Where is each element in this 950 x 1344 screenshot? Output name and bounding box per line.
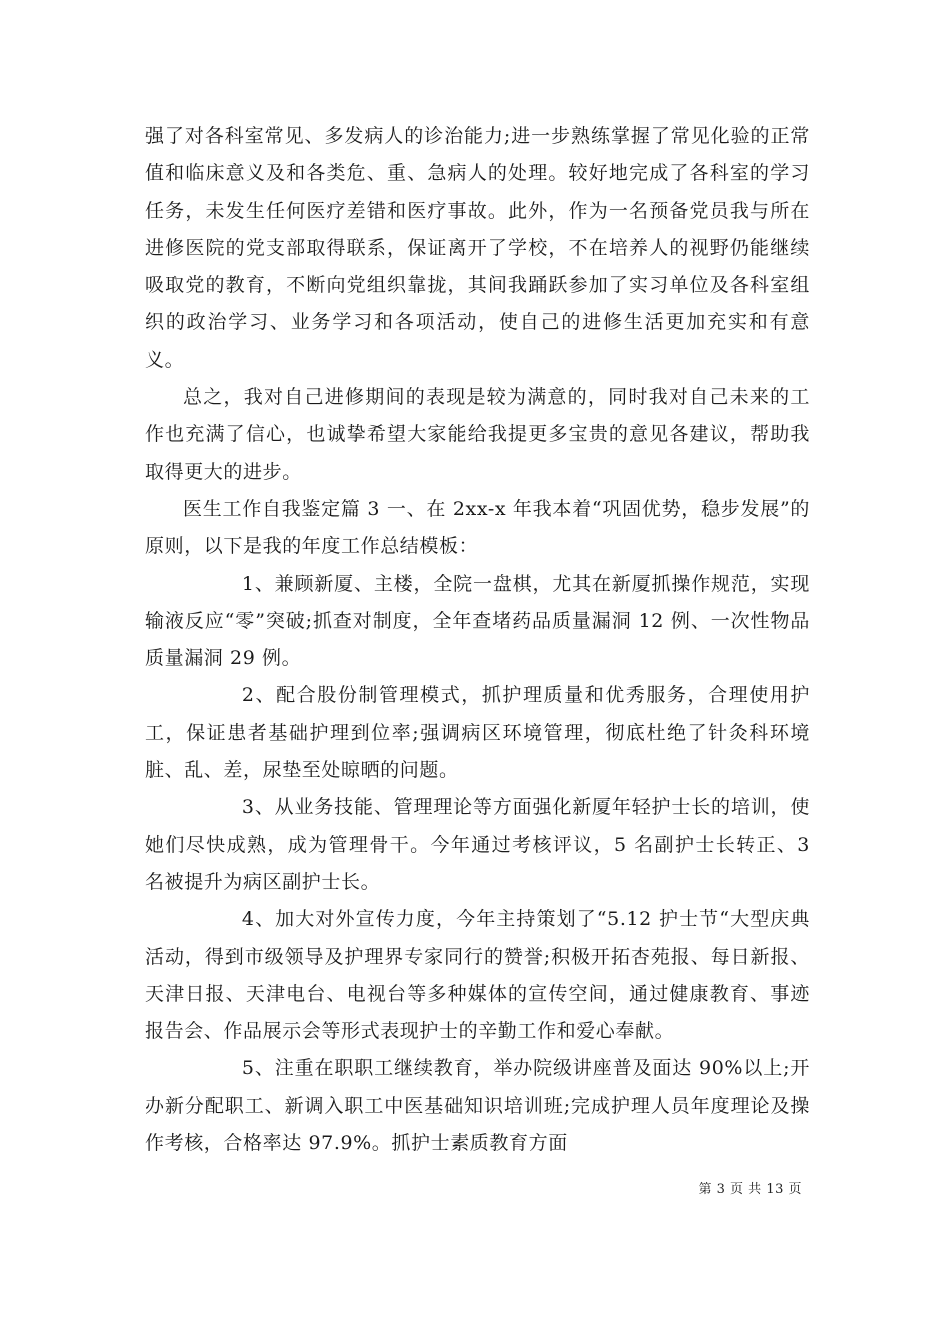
- list-item-3: 3、从业务技能、管理理论等方面强化新厦年轻护士长的培训，使她们尽快成熟，成为管理骨干。今年通过考核评议，5 名副护士长转正、3 名被提升为病区副护士长。: [145, 796, 810, 893]
- page-number-footer: 第 3 页 共 13 页: [698, 1182, 802, 1197]
- paragraph-section-heading: 医生工作自我鉴定篇 3 一、在 2xx-x 年我本着“巩固优势，稳步发展”的原则，以下是我的年度工作总结模板：: [145, 497, 810, 558]
- list-item-1: 1、兼顾新厦、主楼，全院一盘棋，尤其在新厦抓操作规范，实现输液反应“零”突破;抓查对制度，全年查堵药品质量漏洞 12 例、一次性物品质量漏洞 29 例。: [145, 572, 810, 670]
- document-body: [145, 118, 810, 1162]
- paragraph-summary: 总之，我对自己进修期间的表现是较为满意的，同时我对自己未来的工作也充满了信心，也诚挚希望大家能给我提更多宝贵的意见各建议，帮助我取得更大的进步。: [145, 386, 810, 483]
- paragraph-continuation: 强了对各科室常见、多发病人的诊治能力;进一步熟练掌握了常见化验的正常值和临床意义及和各类危、重、急病人的处理。较好地完成了各科室的学习任务，未发生任何医疗差错和医疗事故。此外，作为一名预备党员我与所在进修医院的党支部取得联系，保证离开了学校，不在培养人的视野仍能继续吸取党的教育，不断向党组织靠拢，其间我踊跃参加了实习单位及各科室组织的政治学习、业务学习和各项活动，使自己的进修生活更加充实和有意义。: [145, 125, 810, 371]
- list-item-4: 4、加大对外宣传力度，今年主持策划了“5.12 护士节“大型庆典活动，得到市级领导及护理界专家同行的赞誉;积极开拓杏苑报、每日新报、天津日报、天津电台、电视台等多种媒体的宣传空间，通过健康教育、事迹报告会、作品展示会等形式表现护士的辛勤工作和爱心奉献。: [145, 908, 810, 1043]
- list-item-2: 2、配合股份制管理模式，抓护理质量和优秀服务，合理使用护工，保证患者基础护理到位率;强调病区环境管理，彻底杜绝了针灸科环境脏、乱、差，尿垫至处晾晒的问题。: [145, 684, 810, 782]
- list-item-5: 5、注重在职职工继续教育，举办院级讲座普及面达 90%以上;开办新分配职工、新调入职工中医基础知识培训班;完成护理人员年度理论及操作考核，合格率达 97.9%。抓护士素质教育方面: [145, 1057, 810, 1155]
